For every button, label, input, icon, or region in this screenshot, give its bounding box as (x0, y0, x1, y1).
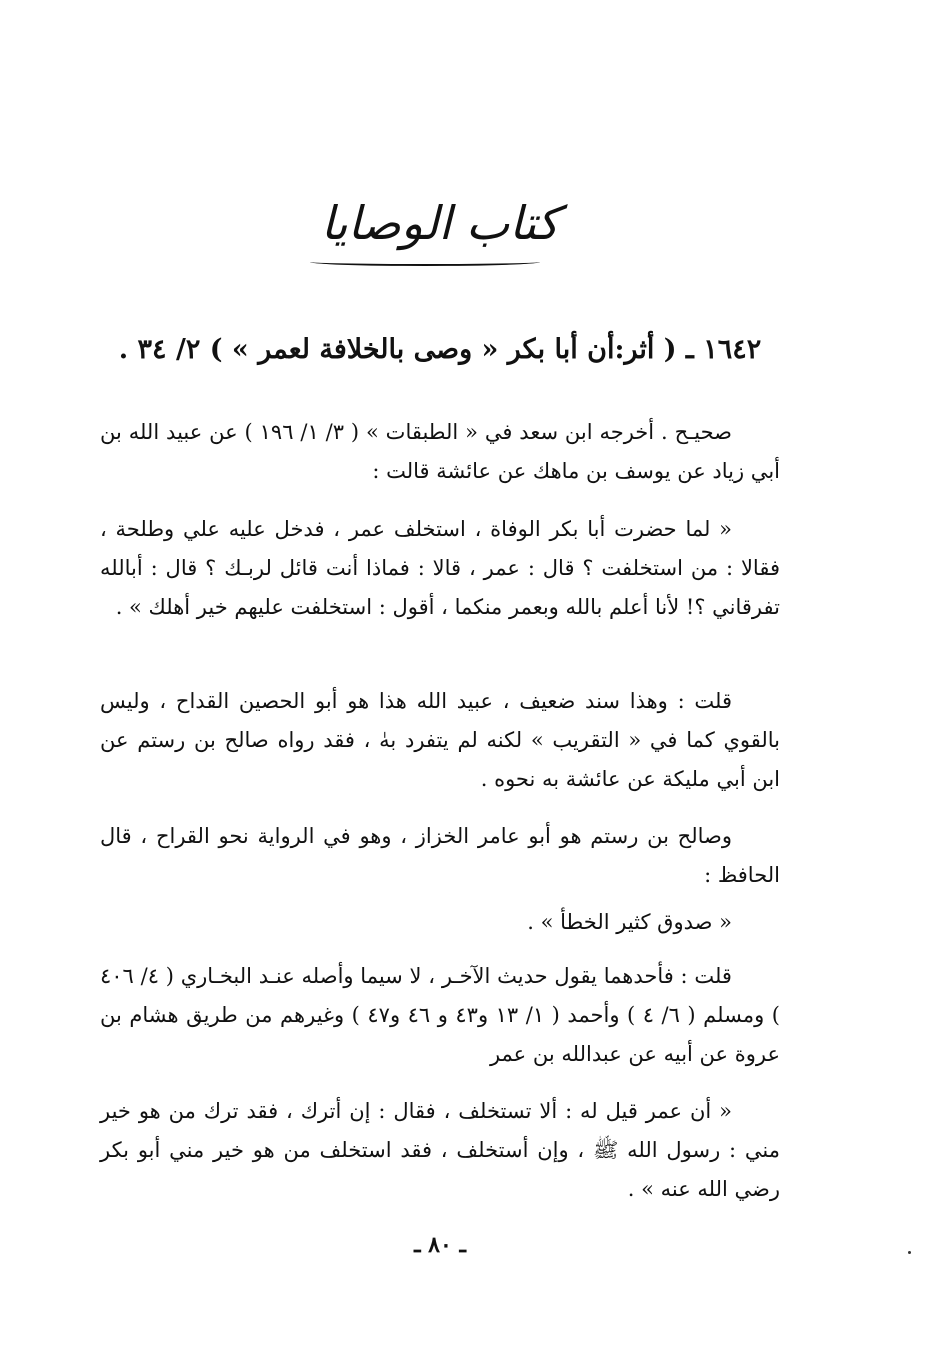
paragraph-hafiz-quote: « صدوق كثير الخطأ » . (527, 910, 732, 934)
chapter-title: كتاب الوصايا (320, 196, 560, 250)
scan-speck (908, 1251, 911, 1254)
paragraph-quote-abu-bakr: « لما حضرت أبا بكر الوفاة ، استخلف عمر ، فدخل عليه علي وطلحة ، فقالا : من استخلفت ؟ قال : عمر ، قالا : فماذا أنت قائل لربـك ؟ قال : أبالله تفرقاني ؟! لأنا أعلم بالله وبعمر منكما ، أقول : استخلفت عليهم خير أهلك » . (100, 517, 780, 619)
paragraph-takhrij: صحيـح . أخرجه ابن سعد في « الطبقات » ( ٣/ ١/ ١٩٦ ) عن عبيد الله بن أبي زياد عن يوسف بن ماهك عن عائشة قالت : (100, 420, 780, 483)
paragraph-supporting-narrations: قلت : فأحدهما يقول حديث الآخـر ، لا سيما وأصله عنـد البخـاري ( ٤/ ٤٠٦ ) ومسلم ( ٦/ ٤ ) وأحمد ( ١/ ١٣ و٤٣ و ٤٦ و٤٧ ) وغيرهم من طريق هشام بن عروة عن أبيه عن عبدالله بن عمر (100, 964, 780, 1066)
paragraph-quote-umar: « أن عمر قيل له : ألا تستخلف ، فقال : إن أترك ، فقد ترك من هو خير مني : رسول الله ﷺ ، وإن أستخلف ، فقد استخلف من هو خير مني أبو بكر رضي الله عنه » . (100, 1099, 780, 1201)
paragraph-salih-ibn-rustam: وصالح بن رستم هو أبو عامر الخزاز ، وهو في الرواية نحو القراح ، قال الحافظ : (100, 824, 780, 887)
title-ornament (310, 258, 540, 266)
page-number: ـ ٨٠ ـ (414, 1232, 466, 1258)
hadith-heading: ١٦٤٢ ـ ( أثر:أن أبا بكر « وصى بالخلافة لعمر » ) ٢/ ٣٤ . (118, 334, 762, 365)
book-page (100, 0, 780, 1360)
paragraph-isnad-comment: قلت : وهذا سند ضعيف ، عبيد الله هذا هو أبو الحصين القداح ، وليس بالقوي كما في « التقريب » لكنه لم يتفرد بهٰ ، فقد رواه صالح بن رستم عن ابن أبي مليكة عن عائشة به نحوه . (100, 689, 780, 791)
